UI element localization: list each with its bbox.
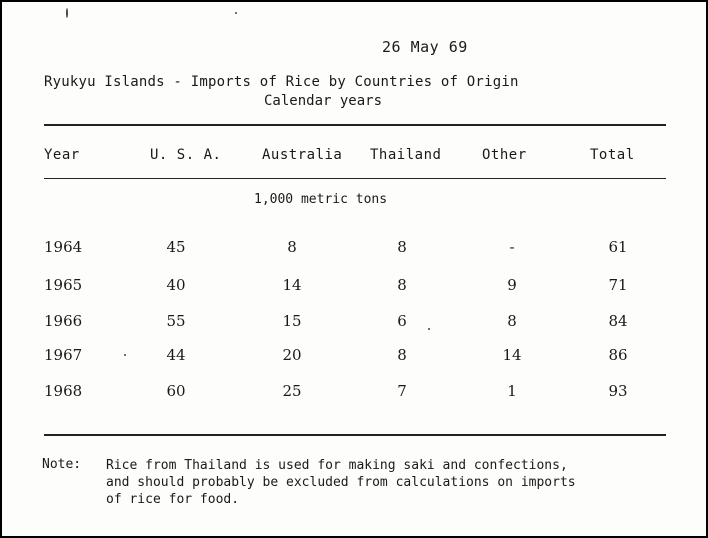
table-title: Ryukyu Islands - Imports of Rice by Countries of Origin	[44, 74, 519, 90]
table-cell-year: 1965	[44, 276, 83, 294]
table-cell-thailand: 8	[397, 238, 407, 256]
table-cell-other: -	[509, 238, 515, 256]
table-cell-total: 84	[608, 312, 628, 330]
table-cell-other: 9	[507, 276, 517, 294]
header-total: Total	[590, 147, 635, 163]
table-cell-australia: 14	[282, 276, 302, 294]
header-rule	[44, 178, 666, 179]
note-label: Note:	[42, 457, 82, 472]
table-cell-usa: 55	[166, 312, 186, 330]
note-text: Rice from Thailand is used for making saki and confections, and should probably be excluded from calculations on imports of rice for food.	[106, 458, 576, 507]
table-cell-year: 1964	[44, 238, 83, 256]
table-cell-total: 93	[608, 382, 628, 400]
table-cell-total: 61	[608, 238, 628, 256]
table-cell-total: 71	[608, 276, 628, 294]
table-cell-australia: 8	[287, 238, 297, 256]
table-cell-year: 1968	[44, 382, 83, 400]
table-cell-usa: 44	[166, 346, 186, 364]
table-cell-year: 1966	[44, 312, 83, 330]
scan-speck	[235, 12, 237, 14]
table-cell-thailand: 6	[397, 312, 407, 330]
table-cell-year: 1967	[44, 346, 83, 364]
table-cell-usa: 60	[166, 382, 186, 400]
header-other: Other	[482, 147, 527, 163]
table-cell-australia: 15	[282, 312, 302, 330]
table-cell-usa: 45	[166, 238, 186, 256]
table-subtitle: Calendar years	[264, 93, 383, 109]
table-cell-australia: 25	[282, 382, 302, 400]
header-usa: U. S. A.	[150, 147, 222, 163]
header-year: Year	[44, 147, 80, 163]
table-cell-usa: 40	[166, 276, 186, 294]
scan-speck	[124, 354, 126, 356]
header-australia: Australia	[262, 147, 343, 163]
document-date: 26 May 69	[382, 38, 468, 56]
table-cell-other: 8	[507, 312, 517, 330]
table-cell-thailand: 8	[397, 346, 407, 364]
scan-speck	[428, 328, 430, 330]
table-cell-other: 14	[502, 346, 522, 364]
table-cell-other: 1	[507, 382, 517, 400]
unit-label: 1,000 metric tons	[254, 192, 388, 207]
table-cell-thailand: 8	[397, 276, 407, 294]
table-cell-total: 86	[608, 346, 628, 364]
scan-mark	[66, 8, 68, 18]
top-rule	[44, 124, 666, 126]
bottom-rule	[44, 434, 666, 436]
table-cell-australia: 20	[282, 346, 302, 364]
table-cell-thailand: 7	[397, 382, 407, 400]
header-thailand: Thailand	[370, 147, 442, 163]
